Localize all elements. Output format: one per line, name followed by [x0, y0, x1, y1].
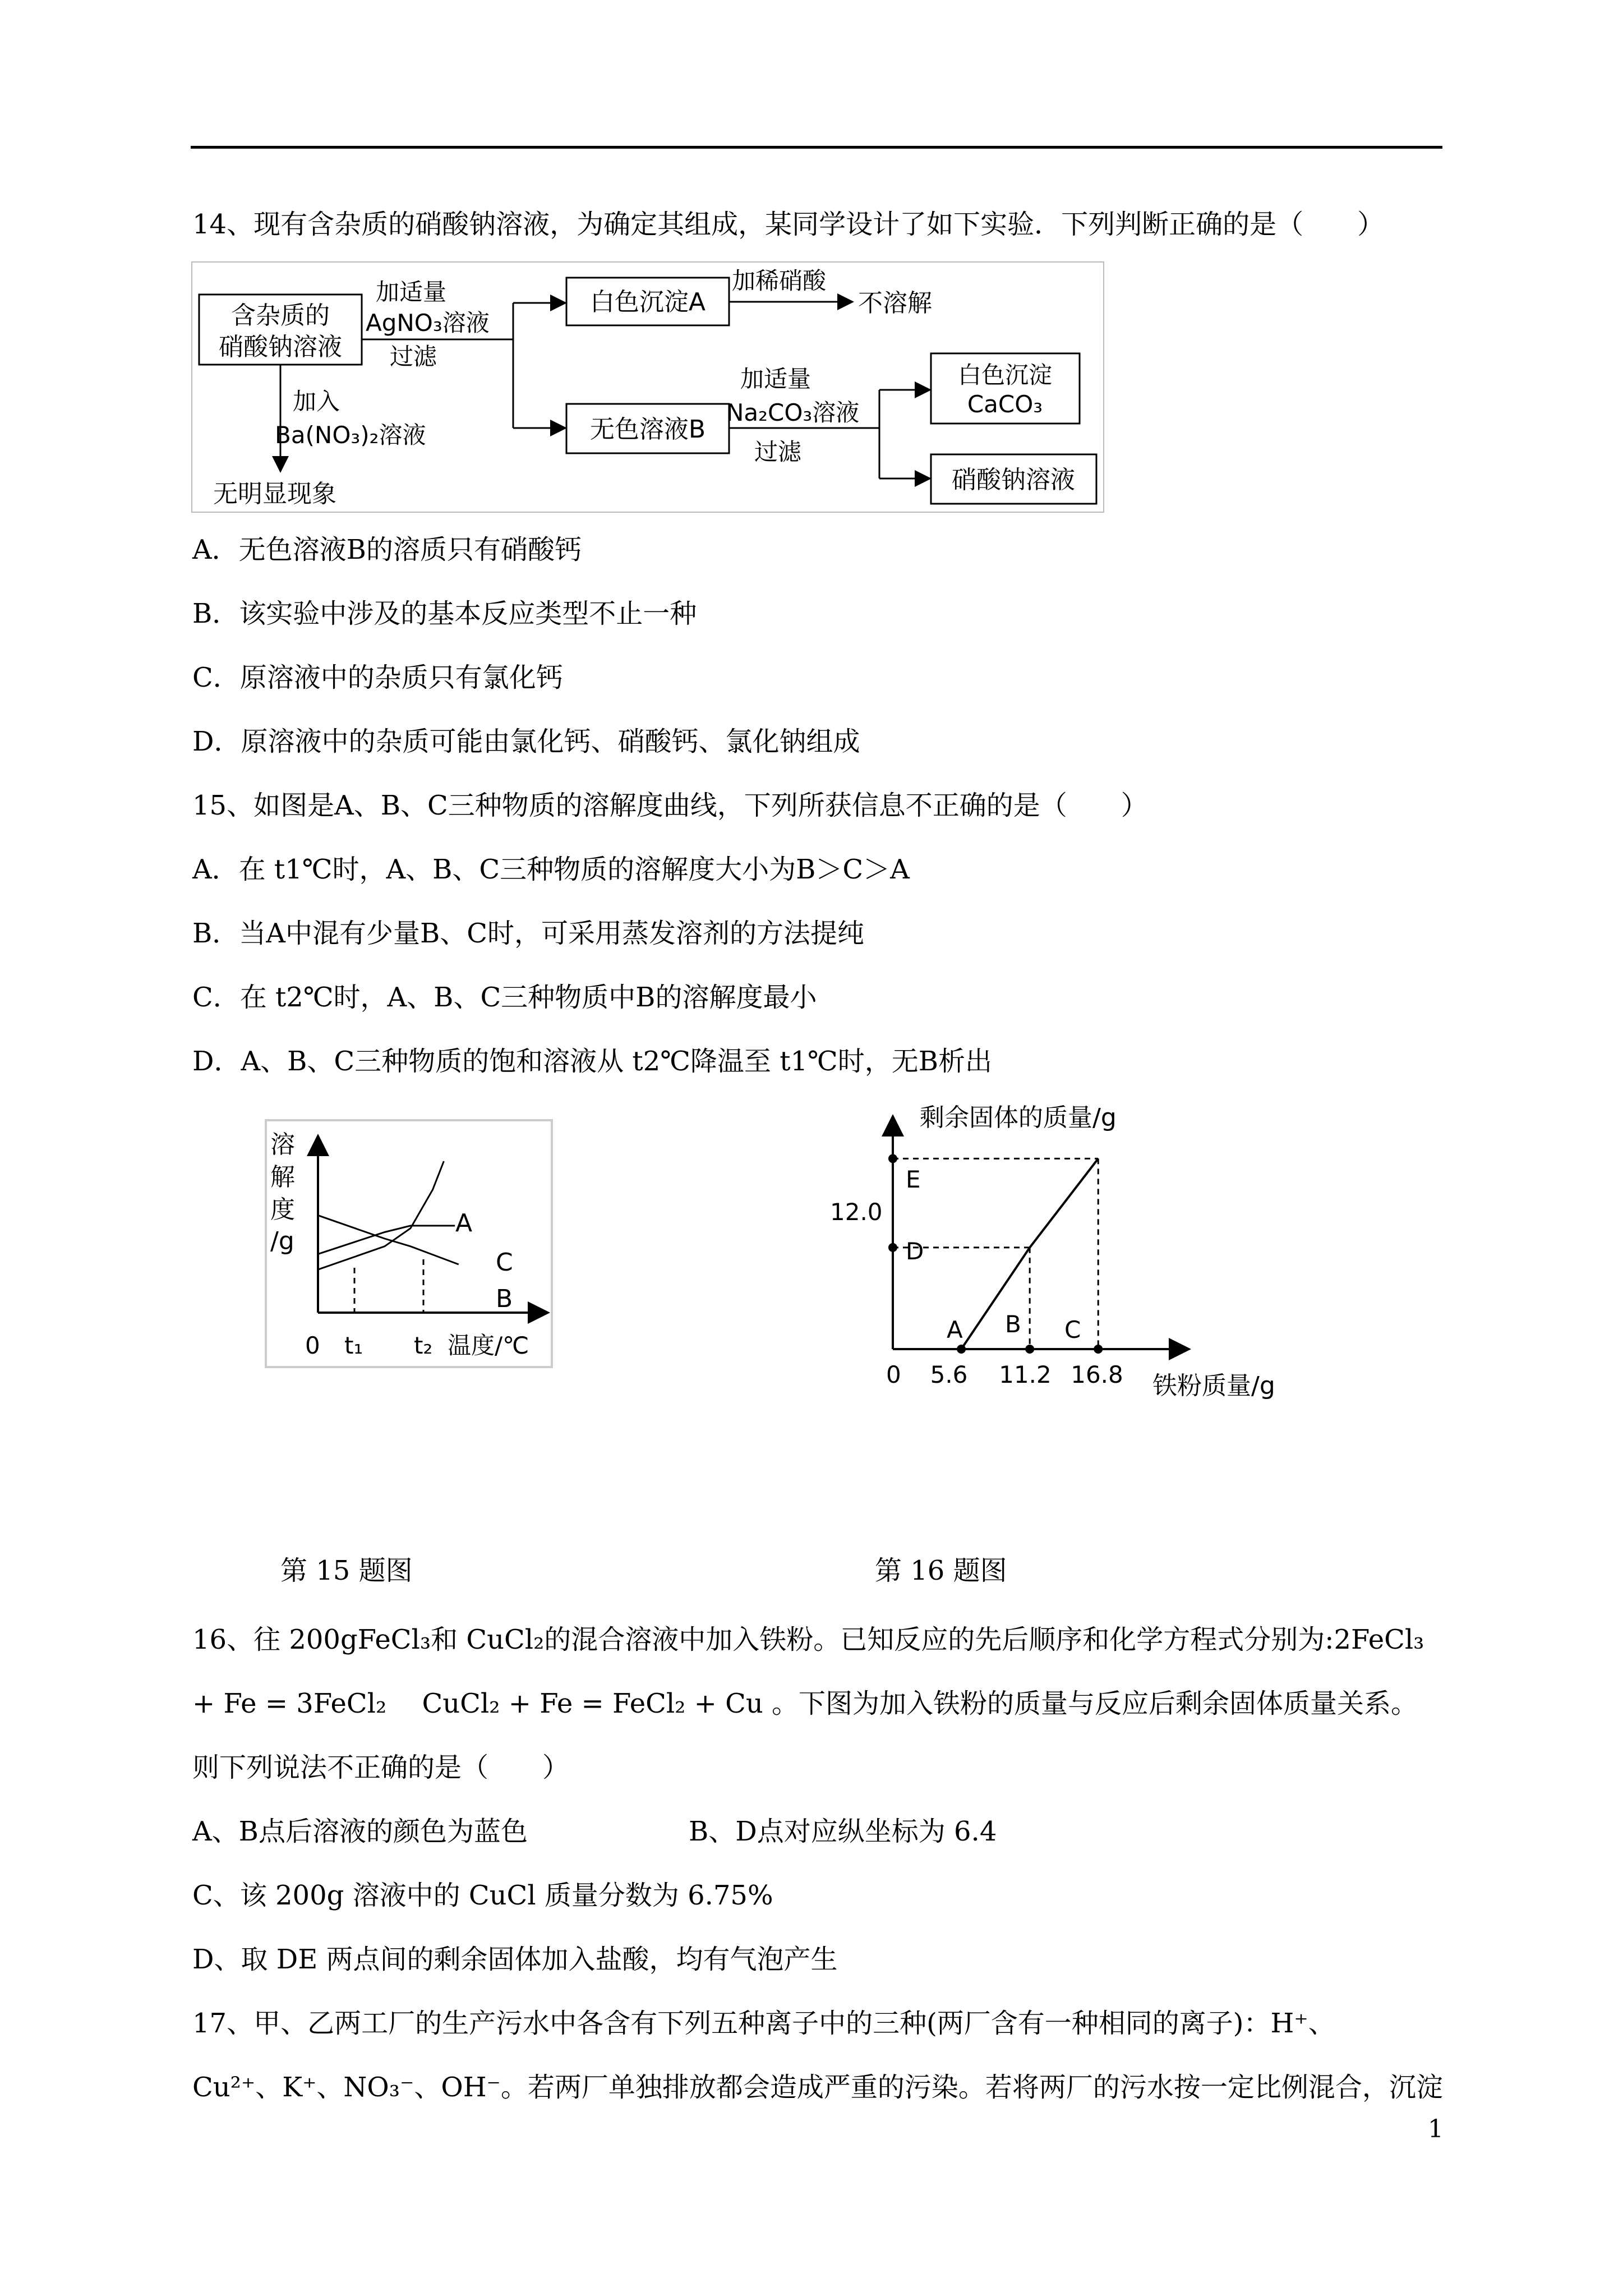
fig15-curve-c-label: C [496, 1248, 513, 1277]
q15-option-b: B．当A中混有少量B、C时，可采用蒸发溶剂的方法提纯 [192, 918, 864, 949]
flow-step1-line3: 过滤 [390, 343, 437, 370]
fig15-ylabel-1: 溶 [270, 1130, 295, 1159]
q14-stem: 14、现有含杂质的硝酸钠溶液，为确定其组成，某同学设计了如下实验．下列判断正确的是（ ） [192, 209, 1385, 240]
fig16-point-d [888, 1243, 897, 1252]
q17-line2: Cu²⁺、K⁺、NO₃⁻、OH⁻。若两厂单独排放都会造成严重的污染。若将两厂的污水按一定比例混合，沉淀 [192, 2072, 1443, 2103]
fig15-origin: 0 [305, 1332, 320, 1359]
flow-no-change-label: 无明显现象 [213, 480, 336, 508]
q14-option-d: D．原溶液中的杂质可能由氯化钙、硝酸钙、氯化钠组成 [192, 726, 860, 757]
fig15-curve-b-label: B [496, 1285, 513, 1313]
fig15-t2-label: t₂ [414, 1332, 433, 1359]
q16-option-b: B、D点对应纵坐标为 6.4 [689, 1816, 997, 1847]
q15-option-c: C．在 t2℃时，A、B、C三种物质中B的溶解度最小 [192, 982, 817, 1013]
fig16-point-b-label: B [1005, 1310, 1021, 1338]
flow-step3-line3: 过滤 [754, 438, 802, 466]
flow-start-line2: 硝酸钠溶液 [219, 333, 342, 361]
flow-caco3-line2: CaCO₃ [967, 390, 1043, 418]
flow-start-line1: 含杂质的 [231, 301, 330, 330]
flow-step2-line1: 加入 [293, 388, 340, 415]
q16-line2: + Fe = 3FeCl₂ CuCl₂ + Fe = FeCl₂ + Cu 。下图为加入铁粉的质量与反应后剩余固体质量关系。 [192, 1688, 1418, 1719]
fig16-point-c [1094, 1345, 1103, 1354]
q14-option-c: C．原溶液中的杂质只有氯化钙 [192, 662, 563, 693]
fig16-point-b [1025, 1345, 1034, 1354]
page-number: 1 [1428, 2115, 1444, 2143]
fig16-origin: 0 [886, 1361, 901, 1388]
fig15-ylabel-2: 解 [270, 1163, 295, 1191]
fig16-iron-chart [824, 1091, 1307, 1405]
fig16-xlabel: 铁粉质量/g [1152, 1372, 1275, 1400]
q15-stem: 15、如图是A、B、C三种物质的溶解度曲线，下列所获信息不正确的是（ ） [192, 790, 1148, 821]
q16-option-c: C、该 200g 溶液中的 CuCl 质量分数为 6.75% [192, 1880, 773, 1911]
q16-option-d: D、取 DE 两点间的剩余固体加入盐酸，均有气泡产生 [192, 1944, 838, 1975]
flow-step3-line1: 加适量 [740, 365, 811, 393]
fig16-caption: 第 16 题图 [875, 1555, 1007, 1586]
fig16-x-tick-2: 11.2 [999, 1361, 1052, 1388]
q15-option-d: D．A、B、C三种物质的饱和溶液从 t2℃降温至 t1℃时，无B析出 [192, 1046, 992, 1077]
fig16-point-d-label: D [906, 1237, 924, 1265]
fig16-ylabel: 剩余固体的质量/g [920, 1103, 1117, 1132]
q14-option-a: A．无色溶液B的溶质只有硝酸钙 [192, 534, 582, 565]
fig15-t1-label: t₁ [344, 1332, 363, 1359]
flow-solution-b-label: 无色溶液B [589, 415, 706, 444]
fig15-caption: 第 15 题图 [280, 1555, 413, 1586]
fig15-ylabel-4: /g [270, 1227, 294, 1255]
q16-line3: 则下列说法不正确的是（ ） [192, 1752, 570, 1783]
flow-nano3-label: 硝酸钠溶液 [952, 466, 1075, 494]
fig15-curve-a [318, 1161, 444, 1269]
flow-step1-line2: AgNO₃溶液 [366, 309, 490, 337]
q14-flowchart [191, 261, 1105, 513]
flow-insoluble-label: 不溶解 [858, 289, 932, 318]
flow-step1-line1: 加适量 [376, 278, 447, 306]
fig16-point-e [888, 1154, 897, 1163]
fig16-x-tick-1: 5.6 [930, 1361, 968, 1388]
header-rule [191, 146, 1442, 149]
fig15-curve-b [318, 1216, 459, 1264]
flow-step2-line2: Ba(NO₃)₂溶液 [275, 421, 426, 449]
flow-acid-label: 加稀硝酸 [732, 267, 827, 295]
fig16-point-c-label: C [1064, 1316, 1081, 1343]
q14-option-b: B．该实验中涉及的基本反应类型不止一种 [192, 598, 697, 629]
q16-option-a: A、B点后溶液的颜色为蓝色 [192, 1816, 528, 1847]
flow-step3-line2: Na₂CO₃溶液 [726, 399, 860, 426]
flow-caco3-line1: 白色沉淀 [957, 361, 1053, 389]
fig15-curve-a-label: A [455, 1209, 473, 1237]
fig15-xlabel: 温度/℃ [448, 1332, 529, 1359]
q16-line1: 16、往 200gFeCl₃和 CuCl₂的混合溶液中加入铁粉。已知反应的先后顺序和化学方程式分别为:2FeCl₃ [192, 1624, 1424, 1655]
q17-line1: 17、甲、乙两工厂的生产污水中各含有下列五种离子中的三种(两厂含有一种相同的离子)：H⁺、 [192, 2008, 1335, 2039]
fig16-point-e-label: E [906, 1166, 921, 1193]
fig15-solubility-chart [265, 1119, 554, 1369]
fig16-y-tick-12: 12.0 [830, 1198, 883, 1226]
flow-ppt-a-label: 白色沉淀A [589, 288, 706, 316]
fig16-x-tick-3: 16.8 [1071, 1361, 1123, 1388]
fig15-curves [318, 1161, 459, 1269]
fig15-ylabel-3: 度 [270, 1195, 295, 1224]
fig16-point-a [957, 1345, 966, 1354]
q15-option-a: A．在 t1℃时，A、B、C三种物质的溶解度大小为B＞C＞A [192, 854, 910, 885]
fig16-point-a-label: A [947, 1316, 963, 1343]
